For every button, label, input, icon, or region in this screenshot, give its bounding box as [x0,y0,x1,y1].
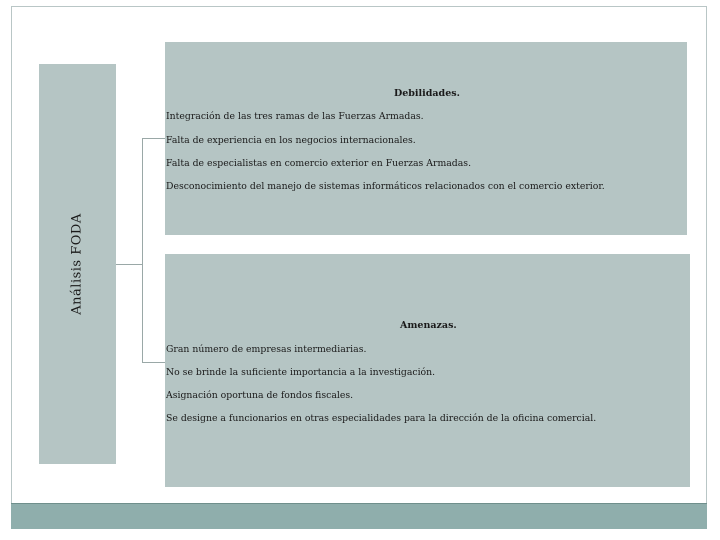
threat-item: Asignación oportuna de fondos fiscales. [166,390,354,401]
weakness-item: Desconocimiento del manejo de sistemas informáticos relacionados con el comercio exterior. [166,181,605,192]
weakness-item: Integración de las tres ramas de las Fuerzas Armadas. [166,111,424,122]
weakness-item: Falta de experiencia en los negocios internacionales. [166,135,416,146]
weaknesses-box [165,42,687,235]
weakness-item: Falta de especialistas en comercio exterior en Fuerzas Armadas. [166,158,472,169]
threat-item: Gran número de empresas intermediarias. [166,344,367,355]
root-node-label: Análisis FODA [69,213,85,315]
threats-box [165,254,690,487]
connector-trunk [142,138,143,363]
footer-band [11,503,707,529]
connector-branch-threat [142,362,165,363]
threat-item: Se designe a funcionarios en otras especialidades para la dirección de la oficina comercial. [166,413,597,424]
threat-item: No se brinde la suficiente importancia a la investigación. [166,367,436,378]
weaknesses-heading: Debilidades. [394,88,460,99]
connector-root-stem [116,264,142,265]
connector-branch-weak [142,138,165,139]
threats-heading: Amenazas. [400,320,457,331]
